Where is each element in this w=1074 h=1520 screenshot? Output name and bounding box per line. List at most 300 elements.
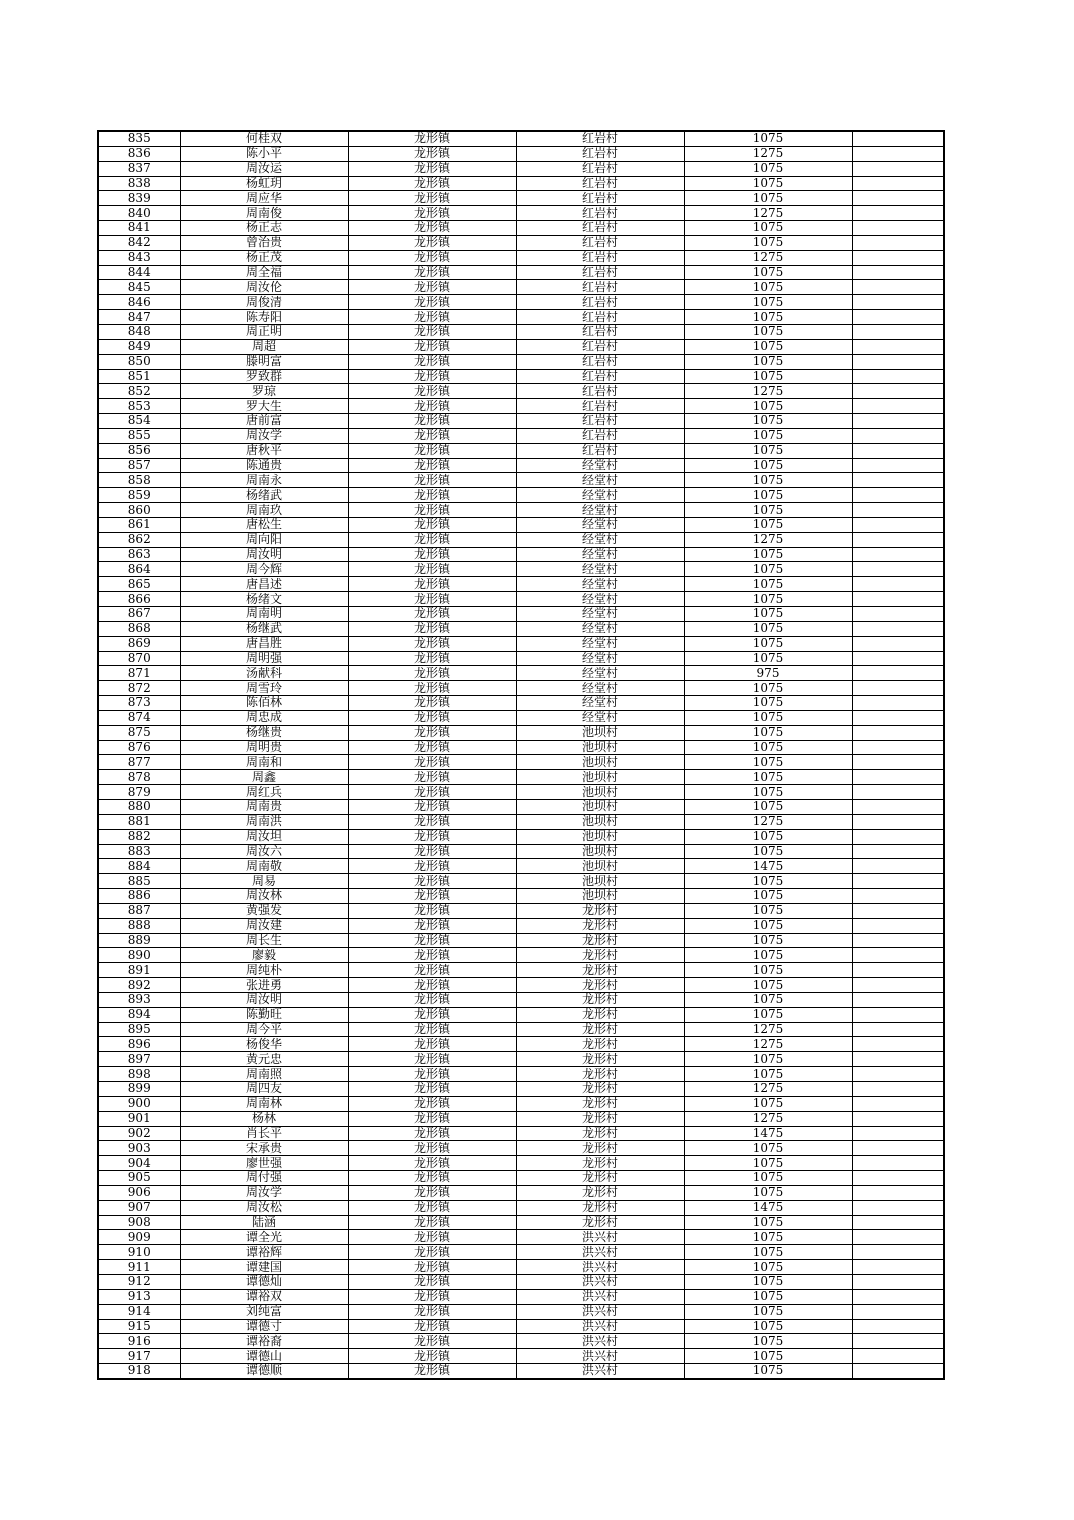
town-cell: 龙形镇 xyxy=(348,547,516,562)
amount-cell: 1075 xyxy=(684,265,852,280)
empty-note-cell xyxy=(852,1171,944,1186)
amount-cell: 1075 xyxy=(684,324,852,339)
village-cell: 红岩村 xyxy=(516,131,684,146)
table-row xyxy=(98,488,944,503)
name-cell: 周汝坦 xyxy=(180,829,348,844)
village-cell: 洪兴村 xyxy=(516,1334,684,1349)
amount-cell: 1275 xyxy=(684,250,852,265)
table-row xyxy=(98,725,944,740)
name-cell: 黄元忠 xyxy=(180,1052,348,1067)
amount-cell: 1075 xyxy=(684,443,852,458)
amount-cell: 1075 xyxy=(684,799,852,814)
table-row xyxy=(98,1037,944,1052)
empty-note-cell xyxy=(852,1200,944,1215)
town-cell: 龙形镇 xyxy=(348,1052,516,1067)
name-cell: 周汝六 xyxy=(180,844,348,859)
village-cell: 经堂村 xyxy=(516,547,684,562)
amount-cell: 1075 xyxy=(684,889,852,904)
amount-cell: 1075 xyxy=(684,1274,852,1289)
row-number-cell: 902 xyxy=(98,1126,180,1141)
town-cell: 龙形镇 xyxy=(348,131,516,146)
row-number-cell: 897 xyxy=(98,1052,180,1067)
table-row xyxy=(98,414,944,429)
village-cell: 红岩村 xyxy=(516,221,684,236)
village-cell: 洪兴村 xyxy=(516,1245,684,1260)
empty-note-cell xyxy=(852,992,944,1007)
table-row xyxy=(98,681,944,696)
spreadsheet-table xyxy=(97,130,945,1380)
empty-note-cell xyxy=(852,532,944,547)
name-cell: 周今平 xyxy=(180,1022,348,1037)
empty-note-cell xyxy=(852,1215,944,1230)
row-number-cell: 861 xyxy=(98,517,180,532)
town-cell: 龙形镇 xyxy=(348,859,516,874)
amount-cell: 1075 xyxy=(684,399,852,414)
amount-cell: 1075 xyxy=(684,235,852,250)
table-row xyxy=(98,1096,944,1111)
village-cell: 红岩村 xyxy=(516,354,684,369)
row-number-cell: 910 xyxy=(98,1245,180,1260)
empty-note-cell xyxy=(852,443,944,458)
amount-cell: 1075 xyxy=(684,1334,852,1349)
empty-note-cell xyxy=(852,547,944,562)
empty-note-cell xyxy=(852,310,944,325)
town-cell: 龙形镇 xyxy=(348,295,516,310)
name-cell: 张进勇 xyxy=(180,978,348,993)
name-cell: 周南贵 xyxy=(180,799,348,814)
town-cell: 龙形镇 xyxy=(348,844,516,859)
town-cell: 龙形镇 xyxy=(348,161,516,176)
empty-note-cell xyxy=(852,636,944,651)
name-cell: 周南玖 xyxy=(180,503,348,518)
name-cell: 周红兵 xyxy=(180,785,348,800)
empty-note-cell xyxy=(852,503,944,518)
row-number-cell: 866 xyxy=(98,592,180,607)
table-row xyxy=(98,250,944,265)
row-number-cell: 903 xyxy=(98,1141,180,1156)
town-cell: 龙形镇 xyxy=(348,324,516,339)
row-number-cell: 915 xyxy=(98,1319,180,1334)
amount-cell: 1275 xyxy=(684,1037,852,1052)
row-number-cell: 907 xyxy=(98,1200,180,1215)
table-row xyxy=(98,592,944,607)
village-cell: 红岩村 xyxy=(516,161,684,176)
amount-cell: 1075 xyxy=(684,1156,852,1171)
table-row xyxy=(98,607,944,622)
village-cell: 经堂村 xyxy=(516,517,684,532)
village-cell: 龙形村 xyxy=(516,1022,684,1037)
town-cell: 龙形镇 xyxy=(348,770,516,785)
table-row xyxy=(98,562,944,577)
town-cell: 龙形镇 xyxy=(348,399,516,414)
town-cell: 龙形镇 xyxy=(348,1289,516,1304)
village-cell: 龙形村 xyxy=(516,1067,684,1082)
town-cell: 龙形镇 xyxy=(348,310,516,325)
table-row xyxy=(98,191,944,206)
amount-cell: 1475 xyxy=(684,859,852,874)
village-cell: 红岩村 xyxy=(516,369,684,384)
row-number-cell: 865 xyxy=(98,577,180,592)
table-row xyxy=(98,384,944,399)
town-cell: 龙形镇 xyxy=(348,725,516,740)
row-number-cell: 846 xyxy=(98,295,180,310)
empty-note-cell xyxy=(852,473,944,488)
town-cell: 龙形镇 xyxy=(348,1245,516,1260)
town-cell: 龙形镇 xyxy=(348,517,516,532)
row-number-cell: 914 xyxy=(98,1304,180,1319)
table-row xyxy=(98,903,944,918)
name-cell: 陈勤旺 xyxy=(180,1007,348,1022)
empty-note-cell xyxy=(852,488,944,503)
row-number-cell: 908 xyxy=(98,1215,180,1230)
empty-note-cell xyxy=(852,221,944,236)
table-row xyxy=(98,1349,944,1364)
empty-note-cell xyxy=(852,933,944,948)
town-cell: 龙形镇 xyxy=(348,963,516,978)
name-cell: 周汝明 xyxy=(180,992,348,1007)
name-cell: 谭德顺 xyxy=(180,1364,348,1379)
empty-note-cell xyxy=(852,176,944,191)
empty-note-cell xyxy=(852,1022,944,1037)
table-row xyxy=(98,310,944,325)
town-cell: 龙形镇 xyxy=(348,740,516,755)
village-cell: 池坝村 xyxy=(516,874,684,889)
table-row xyxy=(98,235,944,250)
table-row xyxy=(98,978,944,993)
table-row xyxy=(98,636,944,651)
row-number-cell: 890 xyxy=(98,948,180,963)
row-number-cell: 892 xyxy=(98,978,180,993)
village-cell: 经堂村 xyxy=(516,607,684,622)
empty-note-cell xyxy=(852,1185,944,1200)
name-cell: 滕明富 xyxy=(180,354,348,369)
name-cell: 谭裕双 xyxy=(180,1289,348,1304)
village-cell: 洪兴村 xyxy=(516,1304,684,1319)
empty-note-cell xyxy=(852,146,944,161)
town-cell: 龙形镇 xyxy=(348,1185,516,1200)
village-cell: 红岩村 xyxy=(516,428,684,443)
name-cell: 谭建国 xyxy=(180,1260,348,1275)
table-row xyxy=(98,1007,944,1022)
table-row xyxy=(98,1082,944,1097)
name-cell: 陆涵 xyxy=(180,1215,348,1230)
empty-note-cell xyxy=(852,428,944,443)
name-cell: 杨绪文 xyxy=(180,592,348,607)
empty-note-cell xyxy=(852,799,944,814)
table-row xyxy=(98,710,944,725)
table-row xyxy=(98,221,944,236)
amount-cell: 1075 xyxy=(684,933,852,948)
empty-note-cell xyxy=(852,577,944,592)
name-cell: 曾治贵 xyxy=(180,235,348,250)
amount-cell: 1075 xyxy=(684,918,852,933)
name-cell: 唐松生 xyxy=(180,517,348,532)
village-cell: 红岩村 xyxy=(516,280,684,295)
amount-cell: 1075 xyxy=(684,280,852,295)
empty-note-cell xyxy=(852,725,944,740)
empty-note-cell xyxy=(852,592,944,607)
village-cell: 龙形村 xyxy=(516,933,684,948)
name-cell: 周雪玲 xyxy=(180,681,348,696)
row-number-cell: 885 xyxy=(98,874,180,889)
table-row xyxy=(98,369,944,384)
village-cell: 池坝村 xyxy=(516,799,684,814)
table-row xyxy=(98,1289,944,1304)
row-number-cell: 855 xyxy=(98,428,180,443)
row-number-cell: 839 xyxy=(98,191,180,206)
town-cell: 龙形镇 xyxy=(348,948,516,963)
row-number-cell: 862 xyxy=(98,532,180,547)
amount-cell: 1075 xyxy=(684,1364,852,1379)
town-cell: 龙形镇 xyxy=(348,1141,516,1156)
table-row xyxy=(98,295,944,310)
empty-note-cell xyxy=(852,1245,944,1260)
name-cell: 周汝明 xyxy=(180,547,348,562)
row-number-cell: 857 xyxy=(98,458,180,473)
village-cell: 龙形村 xyxy=(516,1007,684,1022)
name-cell: 周易 xyxy=(180,874,348,889)
amount-cell: 1075 xyxy=(684,696,852,711)
amount-cell: 1075 xyxy=(684,503,852,518)
table-row xyxy=(98,458,944,473)
town-cell: 龙形镇 xyxy=(348,1274,516,1289)
empty-note-cell xyxy=(852,889,944,904)
empty-note-cell xyxy=(852,206,944,221)
village-cell: 红岩村 xyxy=(516,310,684,325)
town-cell: 龙形镇 xyxy=(348,933,516,948)
empty-note-cell xyxy=(852,1230,944,1245)
table-row xyxy=(98,428,944,443)
row-number-cell: 878 xyxy=(98,770,180,785)
village-cell: 龙形村 xyxy=(516,1037,684,1052)
row-number-cell: 841 xyxy=(98,221,180,236)
table-row xyxy=(98,1215,944,1230)
amount-cell: 1075 xyxy=(684,785,852,800)
empty-note-cell xyxy=(852,265,944,280)
table-row xyxy=(98,874,944,889)
amount-cell: 1275 xyxy=(684,814,852,829)
table-row xyxy=(98,889,944,904)
town-cell: 龙形镇 xyxy=(348,414,516,429)
row-number-cell: 899 xyxy=(98,1082,180,1097)
empty-note-cell xyxy=(852,295,944,310)
empty-note-cell xyxy=(852,696,944,711)
village-cell: 洪兴村 xyxy=(516,1230,684,1245)
amount-cell: 1075 xyxy=(684,592,852,607)
row-number-cell: 858 xyxy=(98,473,180,488)
amount-cell: 1075 xyxy=(684,874,852,889)
village-cell: 池坝村 xyxy=(516,785,684,800)
name-cell: 罗琼 xyxy=(180,384,348,399)
table-row xyxy=(98,621,944,636)
row-number-cell: 856 xyxy=(98,443,180,458)
village-cell: 龙形村 xyxy=(516,1200,684,1215)
name-cell: 杨继贵 xyxy=(180,725,348,740)
empty-note-cell xyxy=(852,562,944,577)
table-row xyxy=(98,131,944,146)
amount-cell: 1075 xyxy=(684,1349,852,1364)
table-row xyxy=(98,1052,944,1067)
amount-cell: 1075 xyxy=(684,517,852,532)
town-cell: 龙形镇 xyxy=(348,503,516,518)
amount-cell: 1075 xyxy=(684,414,852,429)
town-cell: 龙形镇 xyxy=(348,874,516,889)
table-row xyxy=(98,948,944,963)
name-cell: 谭全光 xyxy=(180,1230,348,1245)
row-number-cell: 844 xyxy=(98,265,180,280)
name-cell: 廖毅 xyxy=(180,948,348,963)
name-cell: 周汝伦 xyxy=(180,280,348,295)
amount-cell: 1075 xyxy=(684,191,852,206)
empty-note-cell xyxy=(852,859,944,874)
village-cell: 龙形村 xyxy=(516,1096,684,1111)
village-cell: 红岩村 xyxy=(516,399,684,414)
empty-note-cell xyxy=(852,354,944,369)
town-cell: 龙形镇 xyxy=(348,978,516,993)
table-row xyxy=(98,473,944,488)
row-number-cell: 850 xyxy=(98,354,180,369)
empty-note-cell xyxy=(852,785,944,800)
table-row xyxy=(98,1274,944,1289)
empty-note-cell xyxy=(852,280,944,295)
village-cell: 红岩村 xyxy=(516,339,684,354)
town-cell: 龙形镇 xyxy=(348,1096,516,1111)
table-row xyxy=(98,814,944,829)
row-number-cell: 860 xyxy=(98,503,180,518)
table-row xyxy=(98,844,944,859)
amount-cell: 1075 xyxy=(684,1096,852,1111)
town-cell: 龙形镇 xyxy=(348,799,516,814)
village-cell: 池坝村 xyxy=(516,725,684,740)
table-row xyxy=(98,339,944,354)
name-cell: 周四友 xyxy=(180,1082,348,1097)
name-cell: 罗致群 xyxy=(180,369,348,384)
amount-cell: 1075 xyxy=(684,770,852,785)
town-cell: 龙形镇 xyxy=(348,889,516,904)
town-cell: 龙形镇 xyxy=(348,206,516,221)
table-row xyxy=(98,547,944,562)
amount-cell: 1275 xyxy=(684,206,852,221)
empty-note-cell xyxy=(852,710,944,725)
name-cell: 周忠成 xyxy=(180,710,348,725)
name-cell: 唐前富 xyxy=(180,414,348,429)
town-cell: 龙形镇 xyxy=(348,235,516,250)
row-number-cell: 851 xyxy=(98,369,180,384)
empty-note-cell xyxy=(852,770,944,785)
town-cell: 龙形镇 xyxy=(348,814,516,829)
name-cell: 周南永 xyxy=(180,473,348,488)
amount-cell: 1075 xyxy=(684,131,852,146)
name-cell: 周俊清 xyxy=(180,295,348,310)
empty-note-cell xyxy=(852,874,944,889)
amount-cell: 1075 xyxy=(684,755,852,770)
row-number-cell: 837 xyxy=(98,161,180,176)
amount-cell: 1075 xyxy=(684,681,852,696)
name-cell: 周超 xyxy=(180,339,348,354)
name-cell: 杨俊华 xyxy=(180,1037,348,1052)
empty-note-cell xyxy=(852,666,944,681)
name-cell: 陈寿阳 xyxy=(180,310,348,325)
name-cell: 周明强 xyxy=(180,651,348,666)
amount-cell: 1075 xyxy=(684,1260,852,1275)
amount-cell: 1275 xyxy=(684,1111,852,1126)
village-cell: 洪兴村 xyxy=(516,1364,684,1379)
town-cell: 龙形镇 xyxy=(348,1082,516,1097)
table-row xyxy=(98,161,944,176)
amount-cell: 1075 xyxy=(684,369,852,384)
village-cell: 经堂村 xyxy=(516,503,684,518)
row-number-cell: 836 xyxy=(98,146,180,161)
amount-cell: 975 xyxy=(684,666,852,681)
village-cell: 洪兴村 xyxy=(516,1319,684,1334)
table-row xyxy=(98,324,944,339)
empty-note-cell xyxy=(852,829,944,844)
village-cell: 龙形村 xyxy=(516,1052,684,1067)
town-cell: 龙形镇 xyxy=(348,191,516,206)
amount-cell: 1075 xyxy=(684,1007,852,1022)
town-cell: 龙形镇 xyxy=(348,829,516,844)
table-row xyxy=(98,1111,944,1126)
empty-note-cell xyxy=(852,458,944,473)
row-number-cell: 874 xyxy=(98,710,180,725)
village-cell: 龙形村 xyxy=(516,1171,684,1186)
name-cell: 汤献科 xyxy=(180,666,348,681)
amount-cell: 1075 xyxy=(684,562,852,577)
name-cell: 周南和 xyxy=(180,755,348,770)
village-cell: 龙形村 xyxy=(516,963,684,978)
name-cell: 周南敬 xyxy=(180,859,348,874)
table-row xyxy=(98,280,944,295)
empty-note-cell xyxy=(852,1126,944,1141)
town-cell: 龙形镇 xyxy=(348,1022,516,1037)
town-cell: 龙形镇 xyxy=(348,681,516,696)
amount-cell: 1075 xyxy=(684,740,852,755)
empty-note-cell xyxy=(852,369,944,384)
amount-cell: 1075 xyxy=(684,1052,852,1067)
amount-cell: 1075 xyxy=(684,458,852,473)
row-number-cell: 906 xyxy=(98,1185,180,1200)
town-cell: 龙形镇 xyxy=(348,903,516,918)
row-number-cell: 894 xyxy=(98,1007,180,1022)
amount-cell: 1475 xyxy=(684,1126,852,1141)
row-number-cell: 838 xyxy=(98,176,180,191)
empty-note-cell xyxy=(852,1082,944,1097)
table-row xyxy=(98,354,944,369)
row-number-cell: 843 xyxy=(98,250,180,265)
name-cell: 周汝学 xyxy=(180,1185,348,1200)
village-cell: 红岩村 xyxy=(516,146,684,161)
town-cell: 龙形镇 xyxy=(348,562,516,577)
row-number-cell: 853 xyxy=(98,399,180,414)
town-cell: 龙形镇 xyxy=(348,1215,516,1230)
village-cell: 经堂村 xyxy=(516,651,684,666)
table-row xyxy=(98,666,944,681)
name-cell: 杨继武 xyxy=(180,621,348,636)
row-number-cell: 917 xyxy=(98,1349,180,1364)
village-cell: 经堂村 xyxy=(516,592,684,607)
row-number-cell: 912 xyxy=(98,1274,180,1289)
amount-cell: 1075 xyxy=(684,829,852,844)
table-row xyxy=(98,517,944,532)
table-row xyxy=(98,1334,944,1349)
row-number-cell: 842 xyxy=(98,235,180,250)
table-row xyxy=(98,992,944,1007)
row-number-cell: 876 xyxy=(98,740,180,755)
amount-cell: 1075 xyxy=(684,992,852,1007)
row-number-cell: 896 xyxy=(98,1037,180,1052)
town-cell: 龙形镇 xyxy=(348,785,516,800)
town-cell: 龙形镇 xyxy=(348,918,516,933)
